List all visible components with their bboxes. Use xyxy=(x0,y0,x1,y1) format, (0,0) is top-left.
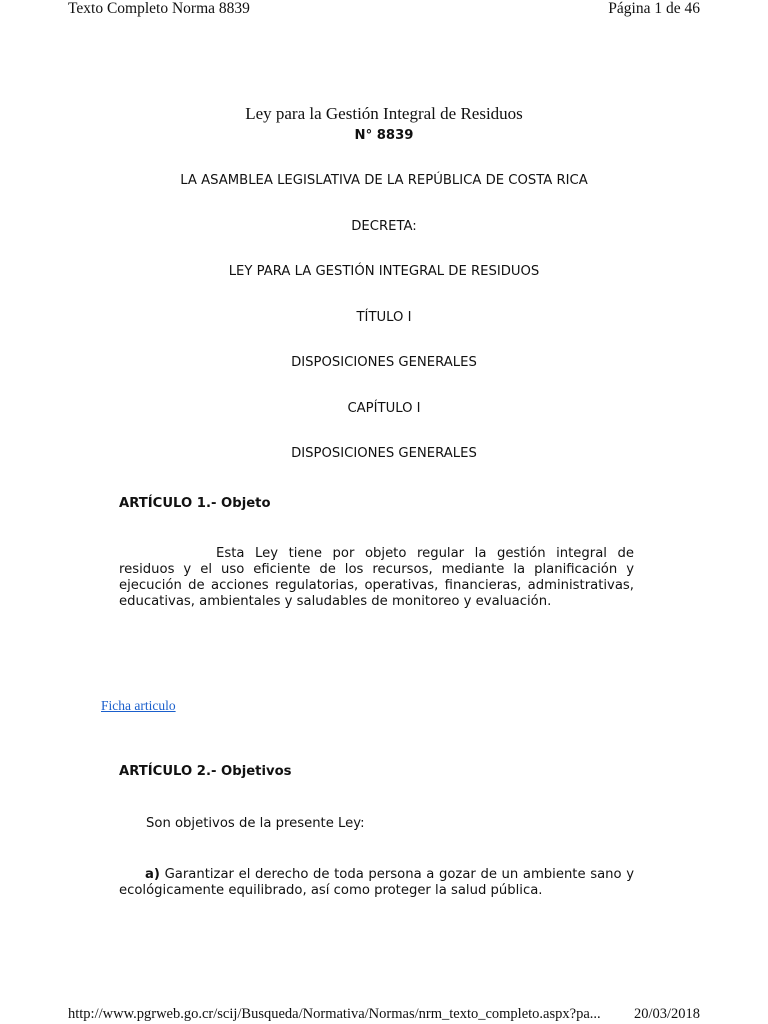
law-name-heading: LEY PARA LA GESTIÓN INTEGRAL DE RESIDUOS xyxy=(228,264,540,279)
title-name-heading: DISPOSICIONES GENERALES xyxy=(291,355,477,370)
decreta-heading: DECRETA: xyxy=(351,219,417,234)
print-header-title: Texto Completo Norma 8839 xyxy=(68,0,250,17)
article-2-intro: Son objetivos de la presente Ley: xyxy=(146,816,365,831)
print-header-page-number: Página 1 de 46 xyxy=(608,0,700,17)
print-footer-url: http://www.pgrweb.go.cr/scij/Busqueda/Normativa/Normas/nrm_texto_completo.aspx?pa... xyxy=(68,1006,601,1022)
article-2-item-a xyxy=(119,867,634,899)
ficha-articulo-link[interactable]: Ficha articulo xyxy=(101,698,176,713)
law-title: Ley para la Gestión Integral de Residuos xyxy=(245,104,523,123)
item-a-label: a) xyxy=(145,867,160,882)
article-2-heading: ARTÍCULO 2.- Objetivos xyxy=(119,764,292,779)
chapter-name-heading: DISPOSICIONES GENERALES xyxy=(291,446,477,461)
assembly-heading: LA ASAMBLEA LEGISLATIVA DE LA REPÚBLICA DE COSTA RICA xyxy=(180,173,588,188)
article-1-heading: ARTÍCULO 1.- Objeto xyxy=(119,496,271,511)
item-a-text: Garantizar el derecho de toda persona a gozar de un ambiente sano y ecológicamente equilibrado, así como proteger la salud pública. xyxy=(119,867,634,898)
print-footer-date: 20/03/2018 xyxy=(633,1006,700,1022)
law-number: N° 8839 xyxy=(354,128,414,143)
article-1-body: Esta Ley tiene por objeto regular la gestión integral de residuos y el uso eficiente de los recursos, mediante la planificación y ejecución de acciones regulatorias, operativas, financieras, administrativas, educativas, ambientales y saludables de monitoreo y evaluación. xyxy=(119,546,634,609)
title-heading: TÍTULO I xyxy=(356,310,412,325)
chapter-heading: CAPÍTULO I xyxy=(347,401,421,416)
